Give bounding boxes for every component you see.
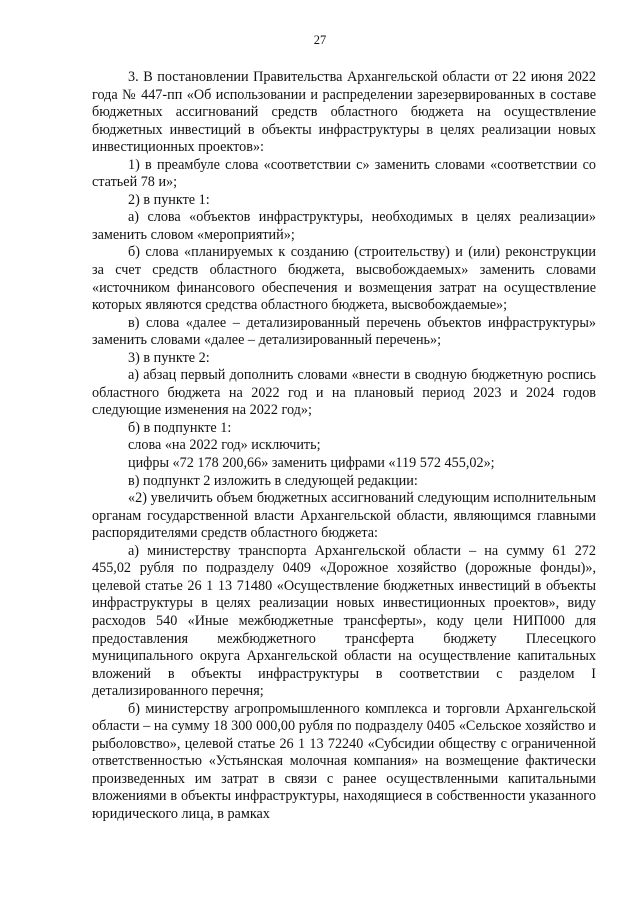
paragraph-ministry-transport: а) министерству транспорта Архангельской области – на сумму 61 272 455,02 рубля по подразделу 0409 «Дорожное хозяйство (дорожные фонды)», целевой статье 26 1 13 71480 «Осуществление бюджетных инвестиций в объекты инфраструктуры в целях реализации новых инвестиционных проектов», виду расходов 540 «Иные межбюджетные трансферты», коду цели НИП000 для предоставления межбюджетного трансферта бюджету Плесецкого муниципального округа Архангельской области на осуществление капитальных вложений в объекты инфраструктуры в соответствии с разделом I детализированного перечня;	[92, 542, 596, 700]
paragraph-item-1-preamble: 1) в преамбуле слова «соответствии с» заменить словами «соответствии со статьей 78 и»;	[92, 156, 596, 191]
paragraph-ministry-agro: б) министерству агропромышленного комплекса и торговли Архангельской области – на сумму 18 300 000,00 рубля по подразделу 0405 «Сельское хозяйство и рыболовство», целевой статье 26 1 13 72240 «Субсидии обществу с ограниченной ответственностью «Устьянская молочная компания» на возмещение фактически произведенных им затрат в связи с ранее осуществленными капитальными вложениями в объекты инфраструктуры, находящиеся в собственности указанного юридического лица, в рамках	[92, 700, 596, 822]
paragraph-item-3b-figures: цифры «72 178 200,66» заменить цифрами «119 572 455,02»;	[128, 455, 495, 472]
document-body	[92, 69, 596, 824]
paragraph-resolution-amendment: 3. В постановлении Правительства Архангельской области от 22 июня 2022 года № 447-пп «Об использовании и распределении зарезервированных в составе бюджетных ассигнований средств областного бюджета на осуществление бюджетных инвестиций в объекты инфраструктуры в целях реализации новых инвестиционных проектов»:	[92, 69, 596, 156]
page-number: 27	[313, 33, 327, 47]
paragraph-item-3a: а) абзац первый дополнить словами «внести в сводную бюджетную роспись областного бюджета на 2022 год и на плановый период 2023 и 2024 годов следующие изменения на 2022 год»;	[92, 367, 596, 419]
paragraph-item-2-heading: 2) в пункте 1:	[128, 191, 210, 208]
paragraph-item-3v-heading: в) подпункт 2 изложить в следующей редакции:	[128, 472, 418, 489]
paragraph-item-2a: а) слова «объектов инфраструктуры, необходимых в целях реализации» заменить словом «мероприятий»;	[92, 209, 596, 243]
paragraph-item-2v: в) слова «далее – детализированный перечень объектов инфраструктуры» заменить словами «далее – детализированный перечень»;	[92, 314, 596, 349]
paragraph-item-3b-words: слова «на 2022 год» исключить;	[128, 437, 321, 454]
paragraph-subitem-2-text: «2) увеличить объем бюджетных ассигнований следующим исполнительным органам государственной власти Архангельской области, являющимся главными распорядителями средств областного бюджета:	[92, 490, 596, 542]
paragraph-item-3-heading: 3) в пункте 2:	[128, 349, 210, 366]
paragraph-item-2b: б) слова «планируемых к созданию (строительству) и (или) реконструкции за счет средств областного бюджета, высвобождаемых» заменить словами «источником финансового обеспечения и возмещения затрат на осуществление которых являются средства областного бюджета, высвобождаемые»;	[92, 244, 596, 314]
paragraph-item-3b-heading: б) в подпункте 1:	[128, 419, 232, 436]
